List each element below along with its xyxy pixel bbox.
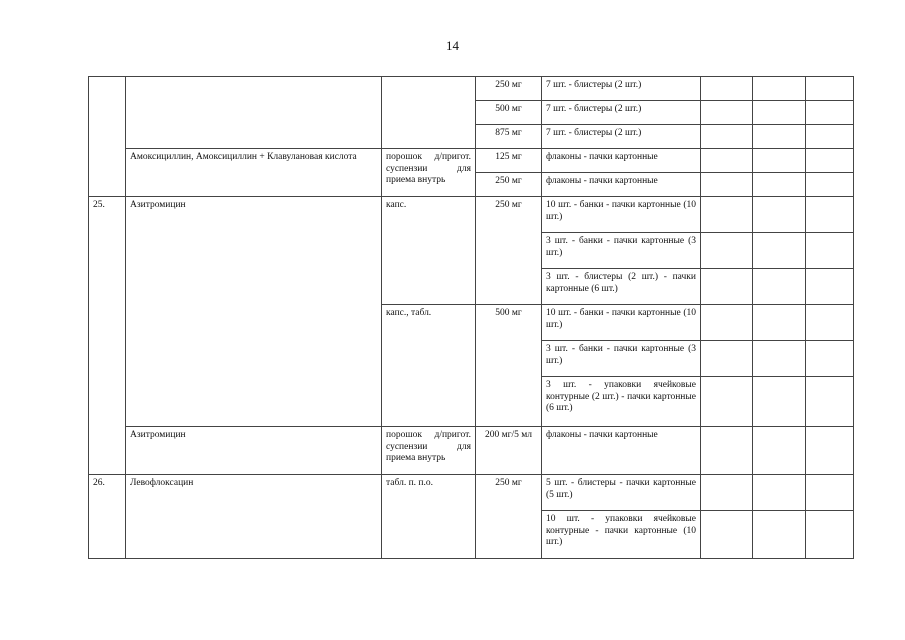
empty-cell [701,377,753,427]
table-row [89,475,854,511]
form-cell: капс. [382,197,476,305]
table-row [89,149,854,173]
form-cell: табл. п. п.о. [382,475,476,559]
packaging-cell: 7 шт. - блистеры (2 шт.) [542,77,701,101]
empty-cell [701,125,753,149]
form-cell: порошок д/пригот. суспензии для приема внутрь [382,149,476,197]
empty-cell [753,427,806,475]
strength-cell: 125 мг [476,149,542,173]
page-number: 14 [446,38,459,53]
empty-cell [806,77,854,101]
empty-cell [806,377,854,427]
empty-cell [701,101,753,125]
packaging-cell: 10 шт. - банки - пачки картонные (10 шт.) [542,305,701,341]
empty-cell [701,305,753,341]
empty-cell [806,149,854,173]
empty-cell [753,269,806,305]
table-row [89,427,854,475]
empty-cell [701,77,753,101]
strength-cell: 250 мг [476,77,542,101]
empty-cell [806,427,854,475]
empty-cell [701,197,753,233]
packaging-cell: 3 шт. - банки - пачки картонные (3 шт.) [542,233,701,269]
drug-table [88,76,854,559]
empty-cell [806,511,854,559]
strength-cell: 875 мг [476,125,542,149]
empty-cell [806,233,854,269]
drug-name-cell: Левофлоксацин [126,475,382,559]
empty-cell [701,173,753,197]
drug-name-cell: Амоксициллин, Амоксициллин + Клавулановая кислота [126,149,382,197]
empty-cell [753,341,806,377]
empty-cell [806,173,854,197]
empty-cell [806,125,854,149]
empty-cell [806,197,854,233]
strength-cell: 500 мг [476,305,542,427]
table-row [89,77,854,101]
empty-cell [701,149,753,173]
form-cell: порошок д/пригот. суспензии для приема внутрь [382,427,476,475]
packaging-cell: флаконы - пачки картонные [542,173,701,197]
number-cell [89,77,126,197]
empty-cell [806,269,854,305]
strength-cell: 500 мг [476,101,542,125]
empty-cell [753,149,806,173]
empty-cell [753,125,806,149]
empty-cell [753,197,806,233]
packaging-cell: флаконы - пачки картонные [542,427,701,475]
empty-cell [753,233,806,269]
empty-cell [701,269,753,305]
strength-cell: 200 мг/5 мл [476,427,542,475]
packaging-cell: 10 шт. - банки - пачки картонные (10 шт.) [542,197,701,233]
empty-cell [753,305,806,341]
strength-cell: 250 мг [476,197,542,305]
packaging-cell: 3 шт. - банки - пачки картонные (3 шт.) [542,341,701,377]
empty-cell [753,475,806,511]
packaging-cell: 3 шт. - упаковки ячейковые контурные (2 шт.) - пачки картонные (6 шт.) [542,377,701,427]
empty-cell [753,511,806,559]
packaging-cell: 3 шт. - блистеры (2 шт.) - пачки картонные (6 шт.) [542,269,701,305]
packaging-cell: 10 шт. - упаковки ячейковые контурные - пачки картонные (10 шт.) [542,511,701,559]
empty-cell [806,101,854,125]
empty-cell [806,305,854,341]
packaging-cell: 5 шт. - блистеры - пачки картонные (5 шт.) [542,475,701,511]
table-row [89,197,854,233]
packaging-cell: 7 шт. - блистеры (2 шт.) [542,125,701,149]
drug-name-cell [126,77,382,149]
row-number: 25. [89,197,126,475]
empty-cell [701,427,753,475]
empty-cell [753,377,806,427]
empty-cell [753,173,806,197]
strength-cell: 250 мг [476,173,542,197]
empty-cell [806,475,854,511]
empty-cell [701,511,753,559]
empty-cell [701,475,753,511]
strength-cell: 250 мг [476,475,542,559]
form-cell [382,77,476,149]
form-cell: капс., табл. [382,305,476,427]
packaging-cell: 7 шт. - блистеры (2 шт.) [542,101,701,125]
empty-cell [806,341,854,377]
empty-cell [701,233,753,269]
empty-cell [753,101,806,125]
empty-cell [753,77,806,101]
packaging-cell: флаконы - пачки картонные [542,149,701,173]
row-number: 26. [89,475,126,559]
empty-cell [701,341,753,377]
drug-name-cell: Азитромицин [126,197,382,427]
drug-name-cell: Азитромицин [126,427,382,475]
